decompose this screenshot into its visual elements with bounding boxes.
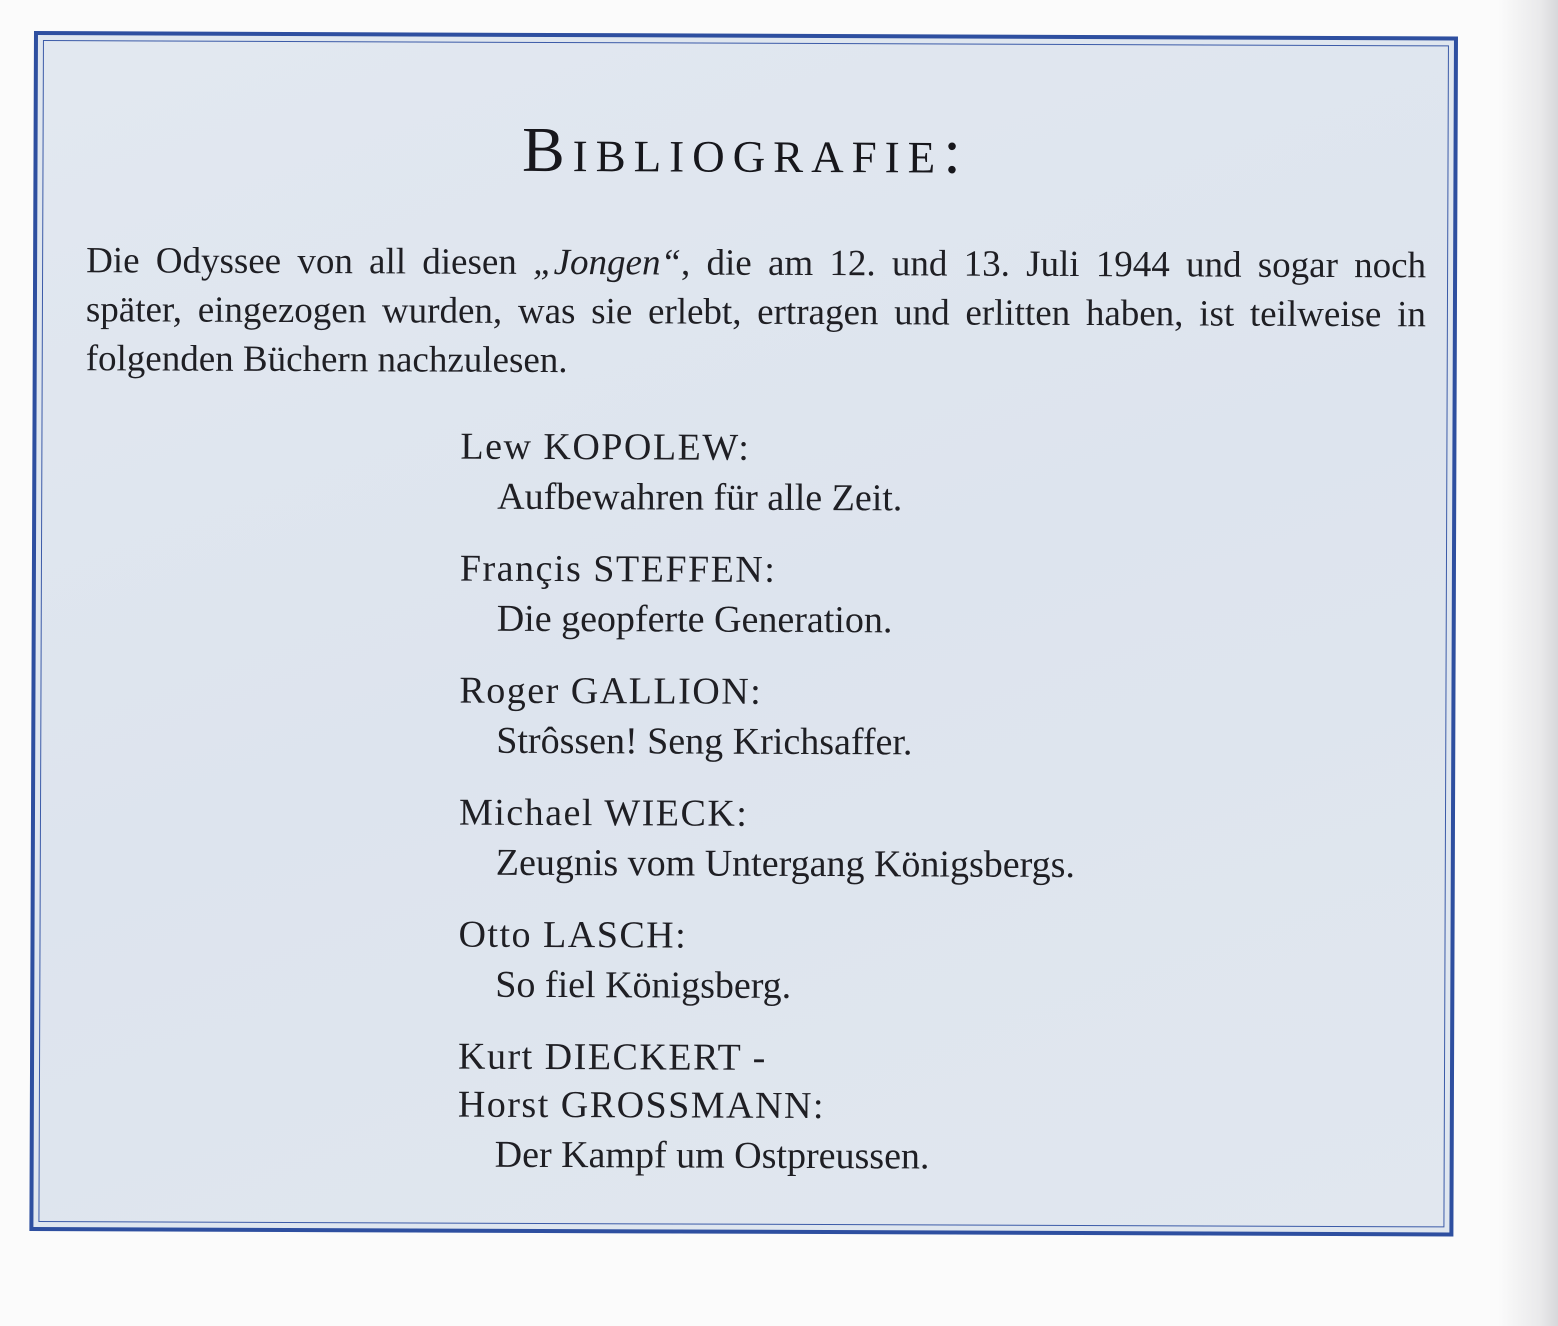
bibliography-entry — [460, 423, 1260, 526]
entry-work-title: Zeugnis vom Untergang Königsbergs. — [495, 841, 1075, 887]
entry-work-title: Die geopferte Generation. — [496, 597, 893, 642]
bibliography-entry — [458, 1033, 1259, 1184]
bibliography-frame — [29, 31, 1458, 1236]
intro-text-before: Die Odyssee von all diesen — [86, 240, 534, 283]
bibliography-entry — [459, 667, 1259, 770]
page-title: Bibliografie: — [521, 113, 970, 187]
entry-author: Lew KOPOLEW: — [460, 425, 751, 469]
bibliography-panel — [38, 40, 1449, 1227]
bibliography-entry — [458, 911, 1258, 1014]
bibliography-list — [458, 423, 1261, 1206]
entry-author: Kurt DIECKERT - — [457, 1035, 767, 1079]
entry-author: Françis STEFFEN: — [459, 547, 777, 591]
bibliography-entry — [460, 545, 1260, 648]
entry-work-title: So fiel Königsberg. — [495, 963, 792, 1007]
intro-quoted-word: „Jongen“ — [533, 241, 682, 284]
intro-text-after: , die am 12. und 13. Juli 1944 und sogar noch später, eingezogen wurden, was sie erlebt, ertragen und erlitten haben, ist teilweise in folgenden Büchern nachzulesen. — [85, 242, 1427, 382]
intro-paragraph — [86, 236, 1427, 388]
entry-author: Roger GALLION: — [459, 669, 763, 713]
entry-coauthor: Horst GROSSMANN: — [457, 1083, 826, 1128]
entry-work-title: Aufbewahren für alle Zeit. — [497, 475, 903, 520]
entry-work-title: Der Kampf um Ostpreussen. — [494, 1133, 930, 1178]
page-edge-shadow — [1498, 0, 1558, 1326]
bibliography-entry — [459, 789, 1259, 892]
entry-author: Michael WIECK: — [458, 791, 749, 835]
entry-work-title: Strôssen! Seng Krichsaffer. — [496, 719, 913, 764]
entry-author: Otto LASCH: — [458, 913, 688, 957]
